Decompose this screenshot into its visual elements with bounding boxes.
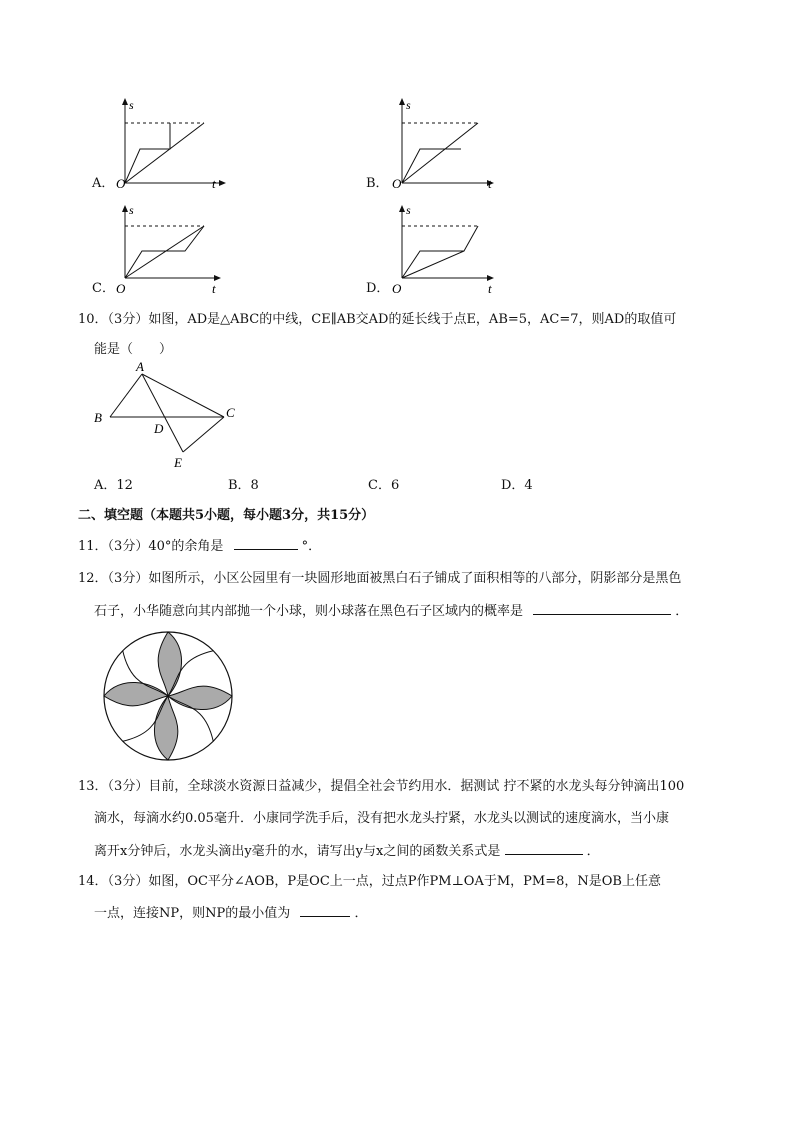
q13-line2: 滴水，每滴水约0.05毫升．小康同学洗手后，没有把水龙头拧紧，水龙头以测试的速度滴水，当小康 [94, 811, 669, 826]
q10-label-a: A [136, 360, 144, 374]
section-2-heading: 二、填空题（本题共5小题，每小题3分，共15分） [78, 508, 375, 523]
q13-answer-blank[interactable] [505, 842, 583, 855]
q10-line1: 10．（3分）如图，AD是△ABC的中线，CE∥AB交AD的延长线于点E，AB=5，AC=7，则AD的取值可 [78, 312, 677, 327]
q9-option-b-letter: B． [366, 176, 389, 191]
q9-b-axis-s: s [406, 98, 411, 112]
q9-d-axis-s: s [406, 203, 411, 217]
q10-label-e: E [174, 455, 182, 470]
q12-pinwheel-circle-figure [100, 628, 236, 764]
q9-graph-c [92, 200, 242, 300]
q11-answer-blank[interactable] [234, 537, 298, 550]
q10-triangle-figure [90, 360, 250, 475]
q11-text-before: 11．（3分）40°的余角是 [78, 539, 224, 554]
q9-c-axis-s: s [129, 203, 134, 217]
q11 [78, 537, 321, 556]
q12-line2 [94, 602, 688, 621]
q12-line1: 12．（3分）如图所示，小区公园里有一块圆形地面被黑白石子铺成了面积相等的八部分，阴影部分是黑色 [78, 571, 682, 586]
q11-text-after: °． [301, 539, 322, 554]
q9-option-d-letter: D． [366, 281, 390, 296]
q9-a-axis-s: s [129, 98, 134, 112]
q13-line3-end: ． [586, 844, 600, 859]
q9-d-axis-t: t [488, 281, 492, 296]
q9-graph-b [366, 95, 516, 195]
q13-line3-text: 离开x分钟后，水龙头滴出y毫升的水，请写出y与x之间的函数关系式是 [94, 844, 501, 859]
q14-line2-end: ． [354, 906, 368, 921]
q9-a-origin: O [116, 176, 126, 191]
q9-option-c-letter: C． [92, 281, 115, 296]
q9-option-c [92, 200, 242, 300]
q10-label-c: C [226, 405, 235, 420]
q14-line1: 14．（3分）如图，OC平分∠AOB，P是OC上一点，过点P作PM⊥OA于M，PM=8，N是OB上任意 [78, 874, 661, 889]
q10-choice-d: D．4 [501, 478, 533, 493]
q9-option-d [366, 200, 516, 300]
q10-label-d: D [154, 421, 164, 436]
q14-answer-blank[interactable] [300, 904, 350, 917]
q9-graph-d [366, 200, 516, 300]
q13-line1: 13．（3分）目前，全球淡水资源日益减少，提倡全社会节约用水．据测试 拧不紧的水龙头每分钟滴出100 [78, 779, 685, 794]
q13-line3 [94, 842, 600, 861]
q9-d-origin: O [392, 281, 402, 296]
q10-choice-a: A．12 [94, 478, 133, 493]
q10-choice-b: B．8 [228, 478, 259, 493]
q12-answer-blank[interactable] [533, 602, 671, 615]
q12-line2-text: 石子，小华随意向其内部抛一个小球，则小球落在黑色石子区域内的概率是 [94, 604, 524, 619]
q10-choice-c: C．6 [368, 478, 400, 493]
q9-option-a [92, 95, 242, 195]
q9-c-axis-t: t [212, 281, 216, 296]
q9-b-origin: O [392, 176, 402, 191]
q9-a-axis-t: t [212, 176, 216, 191]
q14-line2 [94, 904, 368, 923]
q10-label-b: B [94, 410, 102, 425]
q12-line2-end: ． [675, 604, 689, 619]
q10-line2: 能是（ ） [94, 342, 173, 357]
q9-option-a-letter: A． [92, 176, 115, 191]
q9-option-b [366, 95, 516, 195]
q14-line2-text: 一点，连接NP，则NP的最小值为 [94, 906, 291, 921]
q9-graph-a [92, 95, 242, 195]
q9-b-axis-t: t [488, 176, 492, 191]
q9-c-origin: O [116, 281, 126, 296]
